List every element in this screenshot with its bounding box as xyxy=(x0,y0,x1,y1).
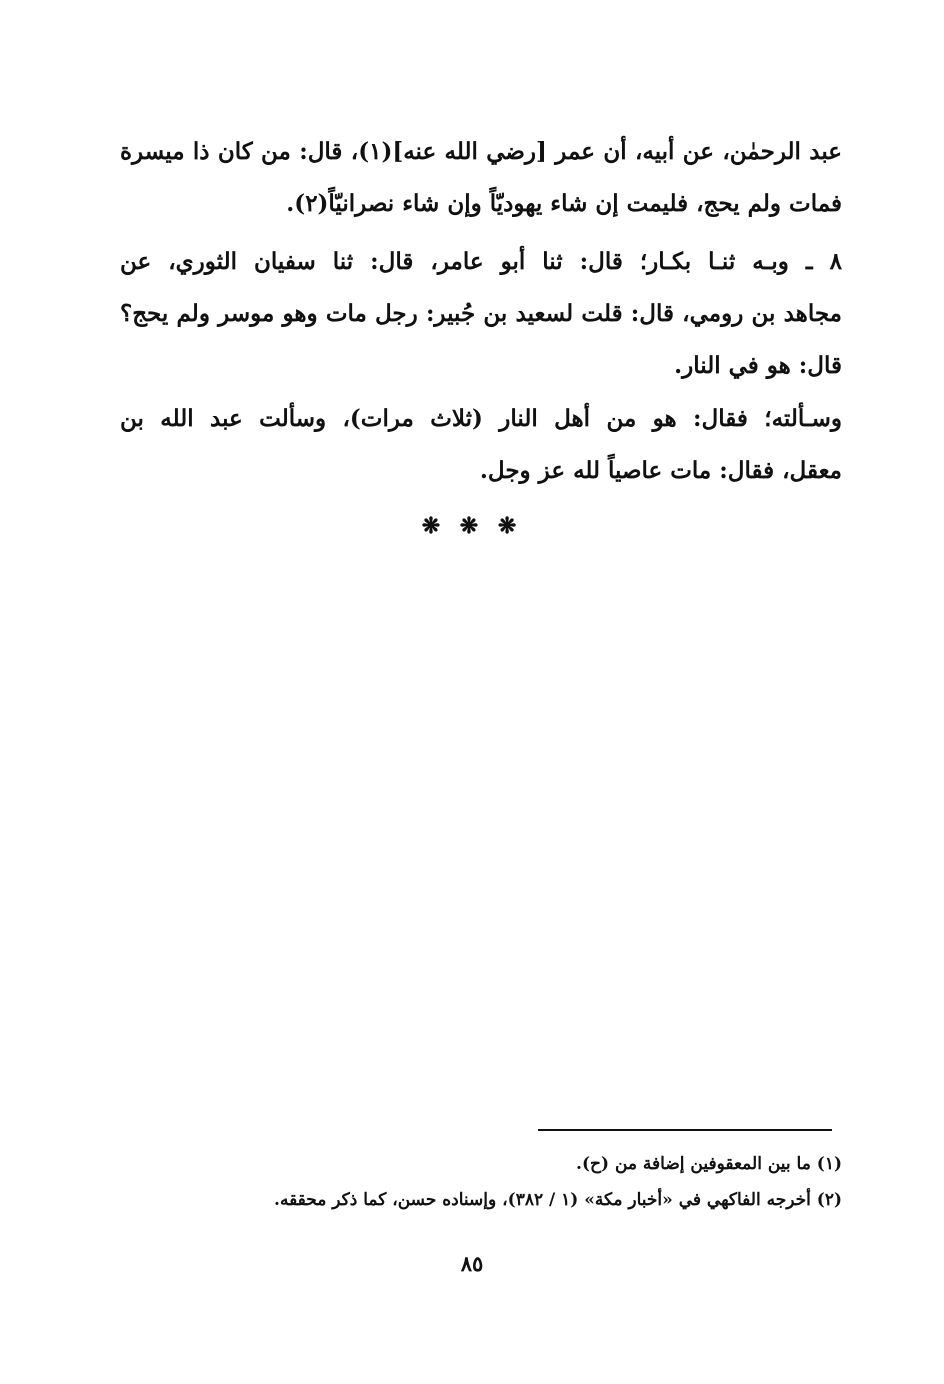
footnote-divider xyxy=(538,1129,832,1131)
paragraph-line: وسـألته؛ فقال: هو من أهل النار (ثلاث مرات)، وسألت عبد الله بن xyxy=(120,405,842,432)
paragraph-line: عبد الرحمٰن، عن أبيه، أن عمر [رضي الله عنه](١)، قال: من كان ذا ميسرة xyxy=(120,138,842,165)
section-separator: ❋ ❋ ❋ xyxy=(421,513,523,539)
footnotes xyxy=(140,1146,842,1218)
paragraph-line: ٨ ـ وبـه ثنـا بكـار؛ قال: ثنا أبو عامر، قال: ثنا سفيان الثوري، عن xyxy=(120,248,842,275)
paragraph-line: معقل، فقال: مات عاصياً لله عز وجل. xyxy=(479,457,842,484)
paragraph-2 xyxy=(120,236,842,392)
paragraph-1 xyxy=(120,126,842,230)
paragraph-3 xyxy=(120,393,842,497)
paragraph-line: فمات ولم يحج، فليمت إن شاء يهوديّاً وإن شاء نصرانيّاً(٢). xyxy=(286,190,842,217)
page-number: ٨٥ xyxy=(460,1251,484,1276)
paragraph-line: مجاهد بن رومي، قال: قلت لسعيد بن جُبير: رجل مات وهو موسر ولم يحج؟ xyxy=(120,300,842,327)
footnote-1: (١) ما بين المعقوفين إضافة من (ح). xyxy=(576,1154,842,1174)
paragraph-line: قال: هو في النار. xyxy=(674,352,842,379)
footnote-2: (٢) أخرجه الفاكهي في «أخبار مكة» (١ / ٣٨٢)، وإسناده حسن، كما ذكر محققه. xyxy=(274,1190,842,1210)
